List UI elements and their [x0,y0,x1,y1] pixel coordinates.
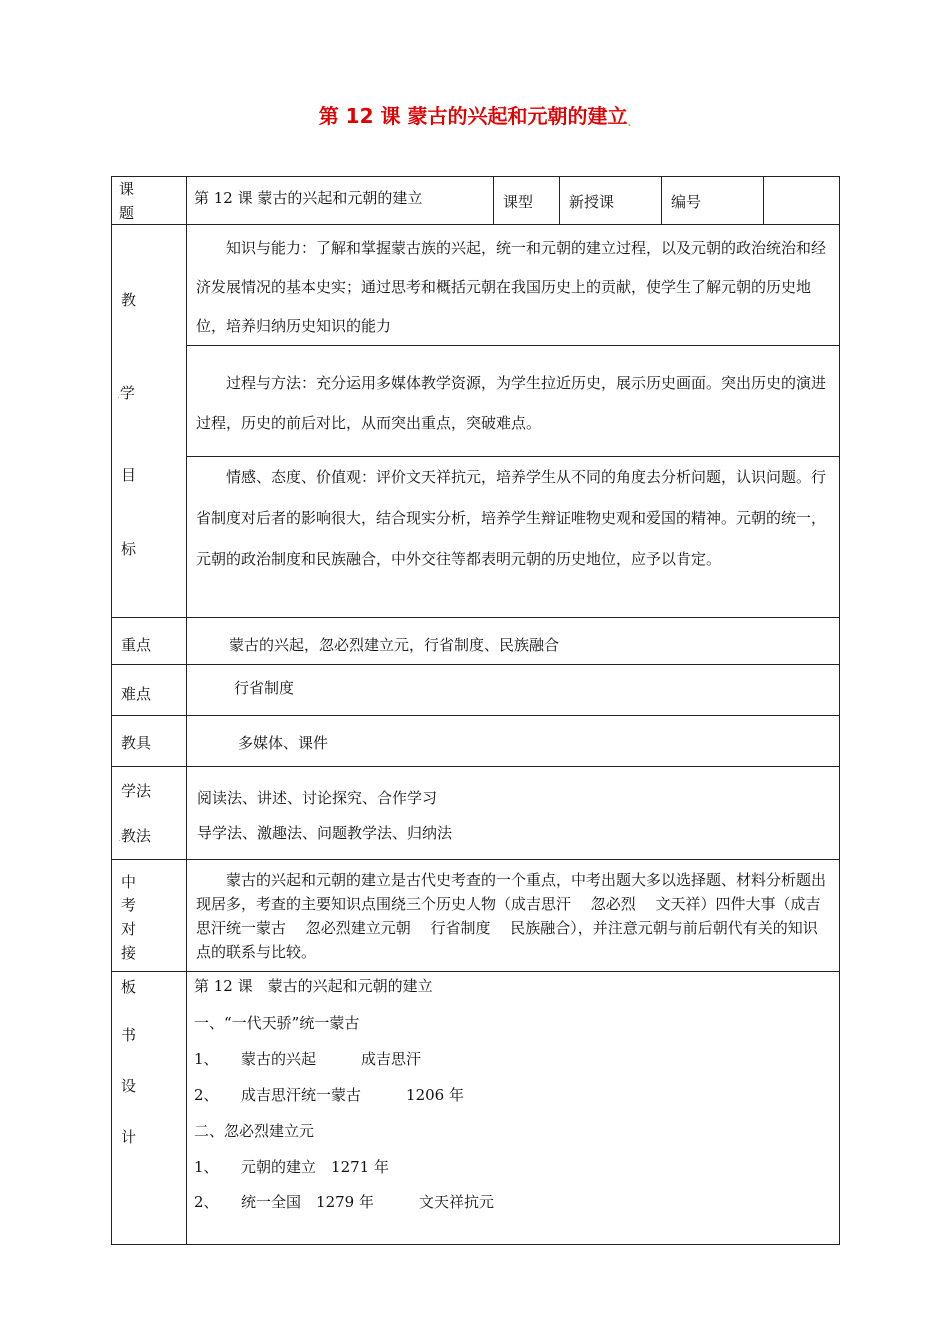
board-line: 1、 元朝的建立 1271 年 [194,1158,389,1176]
board-label-char: 板 [121,978,137,996]
study-methods: 阅读法、讲述、讨论探究、合作学习 [197,789,438,807]
table-rule [661,176,662,225]
objective-process: 过程与方法：充分运用多媒体教学资源，为学生拉近历史，展示历史画面。突出历史的演进过程，历史的前后对比，从而突出重点，突破难点。 [196,374,827,432]
page-title-text: 第 12 课 蒙古的兴起和元朝的建立 [318,104,628,128]
board-line: 2、 成吉思汗统一蒙古 1206 年 [194,1086,464,1104]
board-line: 二、忽必烈建立元 [194,1122,315,1140]
table-rule [111,1244,840,1245]
marker-dot-icon: . [118,834,121,844]
objective-knowledge: 知识与能力：了解和掌握蒙古族的兴起，统一和元朝的建立过程，以及元朝的政治统治和经济发展情况的基本史实；通过思考和概括元朝在我国历史上的贡献，使学生了解元朝的历史地位，培养归纳历史知识的能力 [196,239,827,335]
exam-value: 蒙古的兴起和元朝的建立是古代史考查的一个重点，中考出题大多以选择题、材料分析题出现居多，考查的主要知识点围绕三个历史人物（成吉思汗 忽必烈 文天祥）四件大事（成吉思汗统一蒙古 忽必烈建立元朝 行省制度 民族融合），并注意元朝与前后朝代有关的知识点的联系与比较。 [196,871,827,961]
table-rule [111,176,112,1245]
table-rule [111,617,840,618]
exam-label-char: 考 [121,896,137,914]
objectives-label-char: 标 [121,540,137,558]
methods-label [118,824,151,851]
table-rule [186,176,187,1245]
table-rule [111,176,840,177]
marker-dot-icon: . [627,118,632,129]
board-line: 第 12 课 蒙古的兴起和元朝的建立 [194,977,433,995]
number-label: 编号 [671,193,702,211]
keti-label [119,177,179,225]
methods-label-text: 教法 [120,827,151,845]
table-rule [763,176,764,225]
table-rule [111,971,840,972]
exam-label-char: 对 [121,920,137,938]
board-line: 2、 统一全国 1279 年 文天祥抗元 [194,1193,494,1211]
table-rule [839,176,840,1245]
page-title [0,100,950,129]
table-rule [559,176,560,225]
table-rule [111,859,840,860]
table-rule [111,766,840,767]
type-value: 新授课 [569,193,615,211]
key-points-label: 重点 [121,636,152,654]
keti-label-char: 课 [119,180,135,198]
table-rule [493,176,494,225]
table-rule [111,224,840,225]
key-points-value: 蒙古的兴起，忽必烈建立元，行省制度、民族融合 [229,636,560,654]
keti-label-char: 题 [119,204,135,222]
objectives-label-char-text: 学 [119,384,135,402]
marker-dot-icon: . [117,391,120,401]
difficult-points-label: 难点 [121,685,152,703]
tools-label: 教具 [121,734,152,752]
exam-label-char: 接 [121,944,137,962]
teach-methods: 导学法、激趣法、问题教学法、归纳法 [197,824,453,842]
board-label-char: 设 [121,1077,137,1095]
keti-value: 第 12 课 蒙古的兴起和元朝的建立 [194,189,423,207]
exam-label-char: 中 [121,873,137,891]
methods-label: 学法 [121,782,152,800]
board-label-char: 计 [121,1128,137,1146]
board-line: 1、 蒙古的兴起 成吉思汗 [194,1050,422,1068]
objectives-label-char: 教 [121,291,137,309]
board-line: 一、“一代天骄”统一蒙古 [194,1014,360,1032]
difficult-points-value: 行省制度 [234,679,295,697]
table-rule [111,715,840,716]
objective-emotion: 情感、态度、价值观：评价文天祥抗元，培养学生从不同的角度去分析问题，认识问题。行省制度对后者的影响很大，结合现实分析，培养学生辩证唯物史观和爱国的精神。元朝的统一，元朝的政治制度和民族融合，中外交往等都表明元朝的历史地位，应予以肯定。 [196,468,827,568]
objectives-label-char: 目 [121,466,137,484]
type-label: 课型 [503,193,534,211]
tools-value: 多媒体、课件 [238,734,329,752]
board-label-char: 书 [121,1026,137,1044]
objectives-label-char [117,381,135,408]
table-rule [111,664,840,665]
